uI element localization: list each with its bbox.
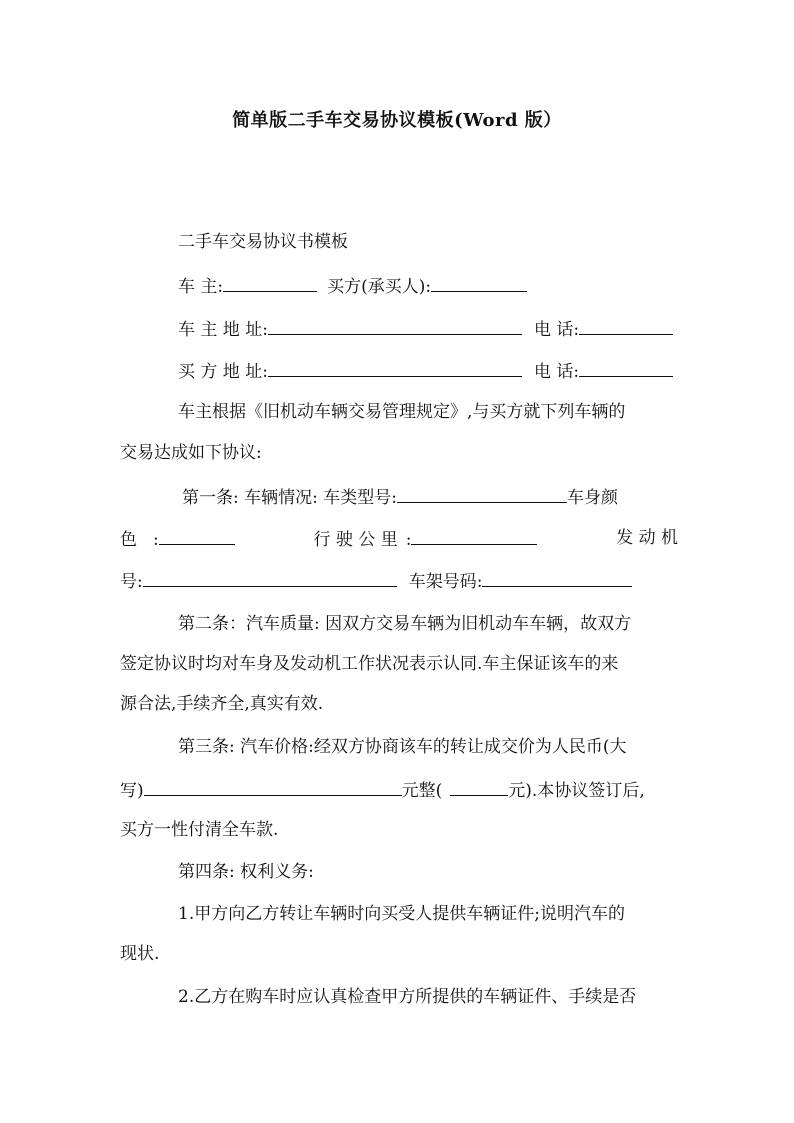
engine-label: 发 动 机 xyxy=(616,528,678,548)
buyer-phone-label: 电 话: xyxy=(533,362,580,382)
vehicle-type-label: 第一条: 车辆情况: 车类型号: xyxy=(182,488,397,508)
article1-line2 xyxy=(120,526,680,550)
body-color-label-a: 车身颜 xyxy=(567,488,618,508)
article4-item1-line2: 现状. xyxy=(120,944,160,964)
mileage-label: 行 驶 公 里 : xyxy=(313,526,537,552)
owner-address-blank[interactable] xyxy=(268,316,522,335)
buyer-address-blank[interactable] xyxy=(268,358,522,377)
engine-number-blank[interactable] xyxy=(143,568,397,587)
buyer-phone-blank[interactable] xyxy=(579,358,673,377)
buyer-label: 买方(承买人): xyxy=(327,277,432,297)
subtitle: 二手车交易协议书模板 xyxy=(178,232,348,252)
intro-line-2: 交易达成如下协议: xyxy=(120,443,262,463)
engine-number-label: 号: xyxy=(120,572,143,592)
owner-phone-blank[interactable] xyxy=(579,316,673,335)
article2-line2: 签定协议时均对车身及发动机工作状况表示认同.车主保证该车的来 xyxy=(120,654,619,674)
frame-number-label: 车架号码: xyxy=(408,572,483,592)
owner-label: 车 主: xyxy=(178,277,224,297)
article4-item1-line1: 1.甲方向乙方转让车辆时向买受人提供车辆证件;说明汽车的 xyxy=(178,904,625,924)
price-yuan-label: 元整( xyxy=(401,781,443,801)
intro-line-1: 车主根据《旧机动车辆交易管理规定》,与买方就下列车辆的 xyxy=(178,402,626,422)
article3-line2 xyxy=(120,777,680,801)
mileage-blank[interactable] xyxy=(411,526,537,545)
price-capital-label: 写) xyxy=(120,781,144,801)
vehicle-type-blank[interactable] xyxy=(397,484,567,503)
owner-blank[interactable] xyxy=(223,273,317,292)
body-color-label-b: 色 : xyxy=(120,526,235,552)
article2-line3: 源合法,手续齐全,真实有效. xyxy=(120,694,324,714)
price-number-blank[interactable] xyxy=(450,777,508,796)
price-capital-blank[interactable] xyxy=(144,777,402,796)
article1-line1 xyxy=(182,484,692,508)
owner-address-line xyxy=(178,316,688,340)
article3-line1: 第三条: 汽车价格:经双方协商该车的转让成交价为人民币(大 xyxy=(178,737,627,757)
body-color-blank[interactable] xyxy=(159,526,235,545)
buyer-address-line xyxy=(178,358,688,382)
owner-buyer-line xyxy=(178,273,688,297)
price-suffix: 元).本协议签订后, xyxy=(508,781,645,801)
article3-line3: 买方一性付清全车款. xyxy=(120,820,279,840)
buyer-address-label: 买 方 地 址: xyxy=(178,362,268,382)
article4-item2-line1: 2.乙方在购车时应认真检查甲方所提供的车辆证件、手续是否 xyxy=(178,987,637,1007)
document-title: 简单版二手车交易协议模板(Word 版） xyxy=(232,110,562,131)
owner-address-label: 车 主 地 址: xyxy=(178,320,268,340)
buyer-blank[interactable] xyxy=(431,273,527,292)
article4-title: 第四条: 权利义务: xyxy=(178,862,314,882)
frame-number-blank[interactable] xyxy=(482,568,632,587)
article1-line3 xyxy=(120,568,680,592)
owner-phone-label: 电 话: xyxy=(533,320,580,340)
article2-line1: 第二条：汽车质量: 因双方交易车辆为旧机动车车辆，故双方 xyxy=(178,614,632,634)
